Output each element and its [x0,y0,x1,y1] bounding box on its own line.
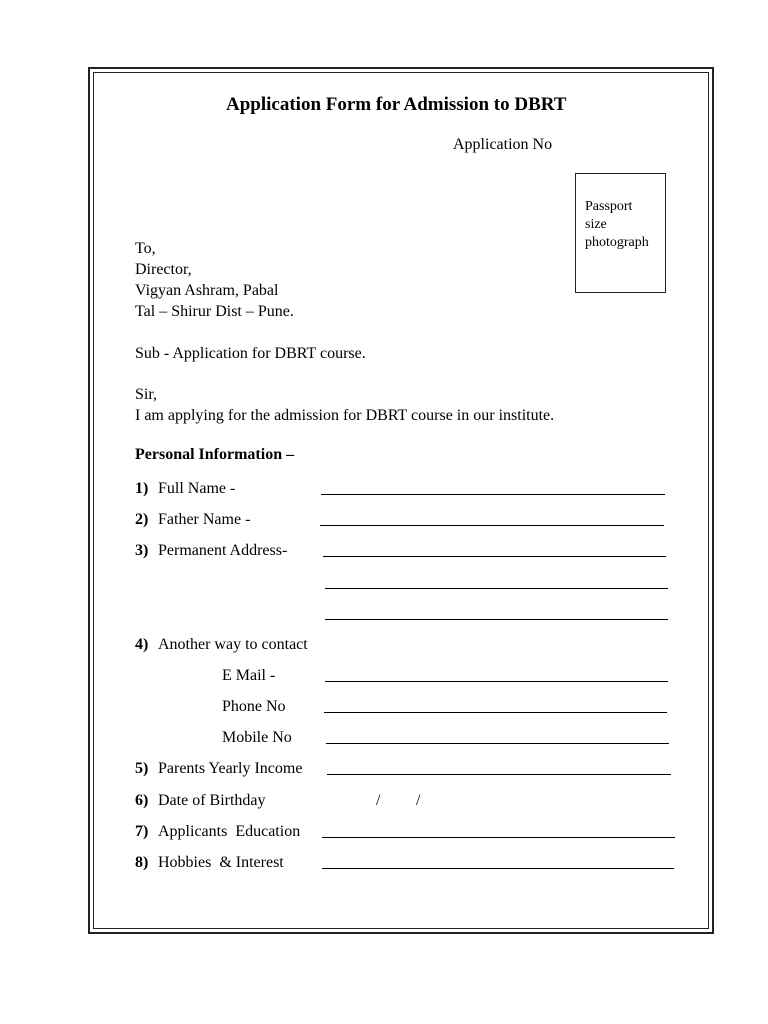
hobbies-field[interactable] [322,868,674,869]
dob-separator-1: / [376,792,381,809]
field-number-1: 1) [135,480,149,497]
passport-photo-box [575,173,666,293]
field-number-2: 2) [135,511,149,528]
passport-photo-label: Passport size photograph [585,199,649,250]
dob-label: Date of Birthday [158,792,266,809]
field-number-8: 8) [135,854,149,871]
dob-separator-2: / [416,792,421,809]
email-label: E Mail - [222,667,276,684]
contact-label: Another way to contact [158,636,308,653]
mobile-field[interactable] [326,743,669,744]
father-name-label: Father Name - [158,511,251,528]
father-name-field[interactable] [320,525,664,526]
permanent-address-label: Permanent Address- [158,542,288,559]
field-number-7: 7) [135,823,149,840]
mobile-label: Mobile No [222,729,292,746]
phone-field[interactable] [324,712,667,713]
body-text: I am applying for the admission for DBRT course in our institute. [135,407,555,424]
field-number-6: 6) [135,792,149,809]
field-number-5: 5) [135,760,149,777]
education-label: Applicants Education [158,823,301,840]
address-line-1: To, [135,240,156,257]
permanent-address-field-2[interactable] [325,588,668,589]
phone-label: Phone No [222,698,286,715]
address-line-2: Director, [135,261,192,278]
subject-line: Sub - Application for DBRT course. [135,345,366,362]
application-no-label: Application No [453,136,553,153]
section-heading: Personal Information – [135,446,295,463]
salutation: Sir, [135,386,158,403]
hobbies-label: Hobbies & Interest [158,854,284,871]
address-line-3: Vigyan Ashram, Pabal [135,282,279,299]
field-number-4: 4) [135,636,149,653]
field-number-3: 3) [135,542,149,559]
permanent-address-field-1[interactable] [323,556,666,557]
permanent-address-field-3[interactable] [325,619,668,620]
address-line-4: Tal – Shirur Dist – Pune. [135,303,294,320]
full-name-field[interactable] [321,494,665,495]
form-title: Application Form for Admission to DBRT [226,94,567,115]
education-field[interactable] [322,837,675,838]
email-field[interactable] [325,681,668,682]
income-field[interactable] [327,774,671,775]
income-label: Parents Yearly Income [158,760,303,777]
full-name-label: Full Name - [158,480,236,497]
